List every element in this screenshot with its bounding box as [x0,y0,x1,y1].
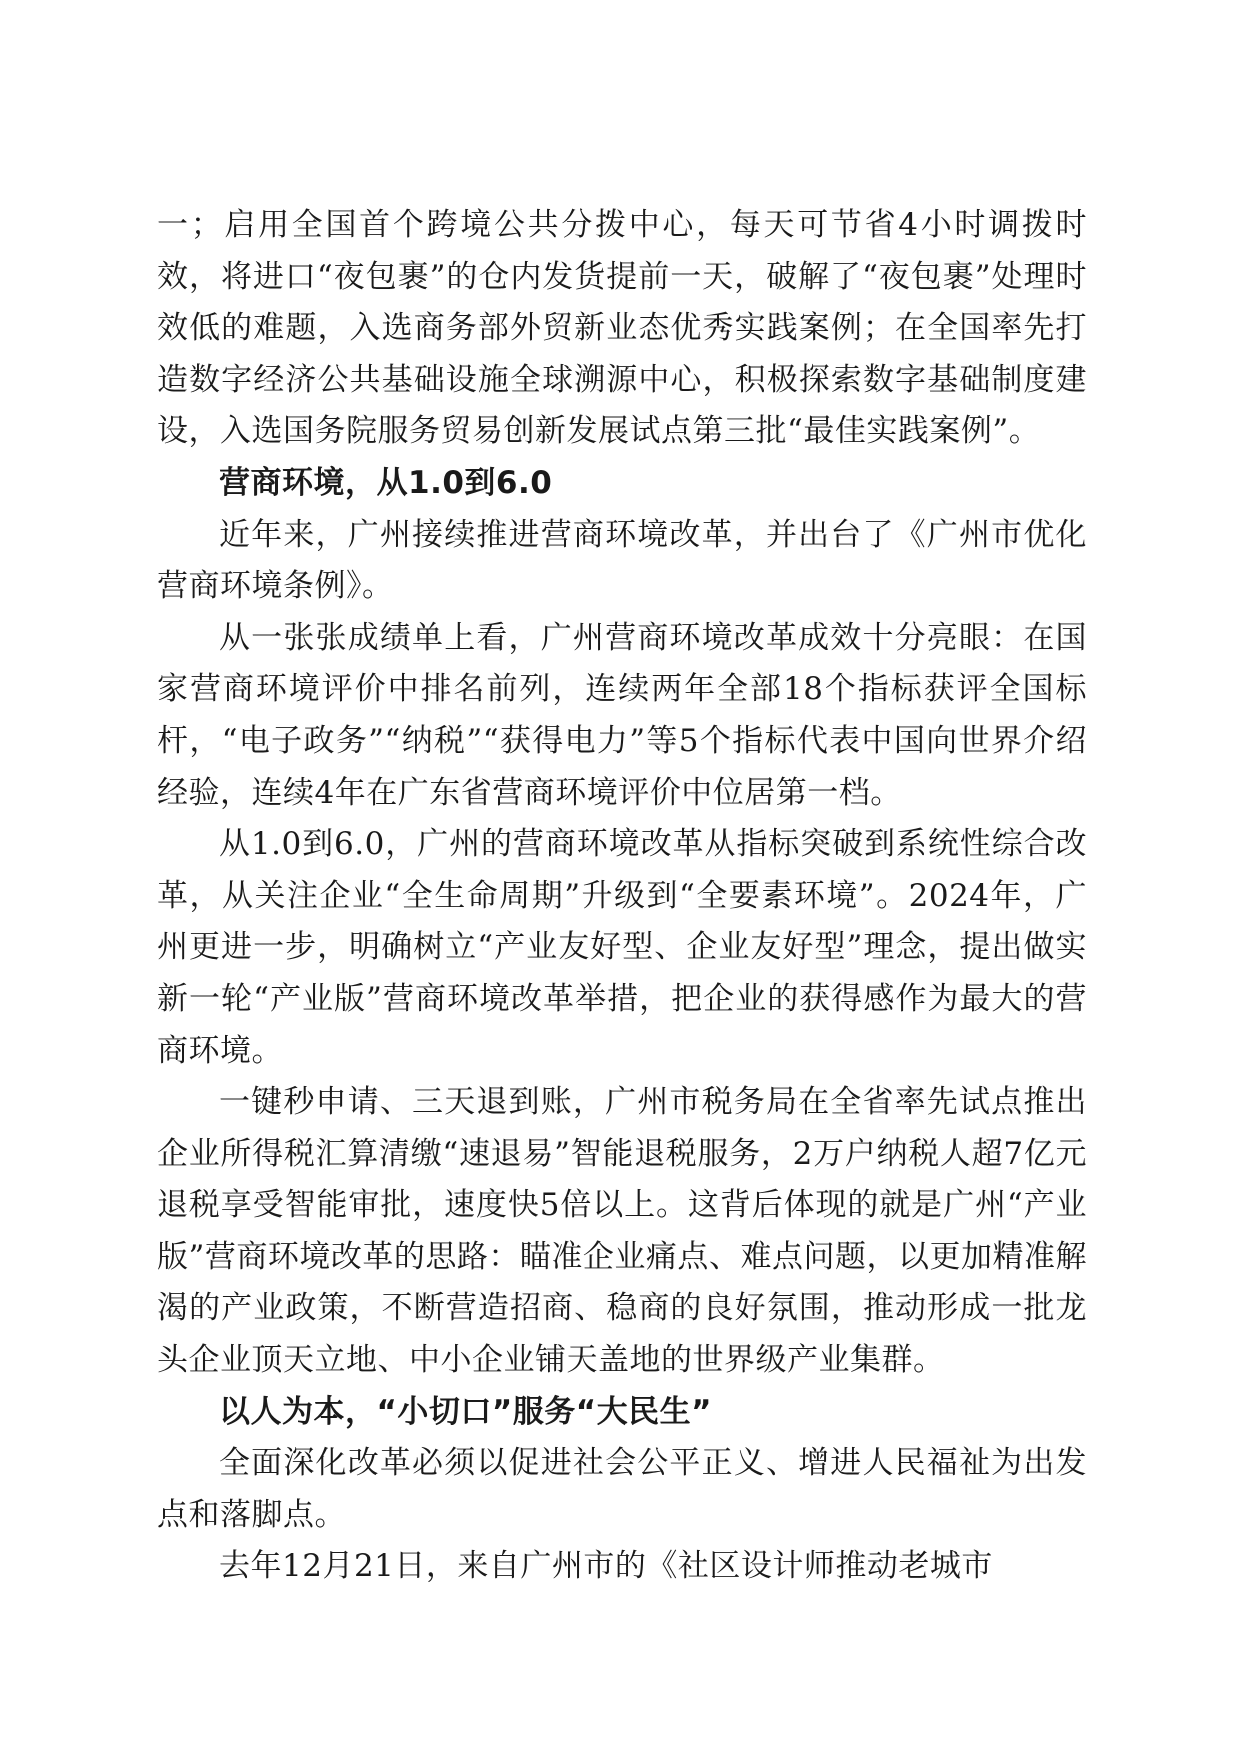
paragraph: 从1.0到6.0，广州的营商环境改革从指标突破到系统性综合改革，从关注企业“全生命周期”升级到“全要素环境”。2024年，广州更进一步，明确树立“产业友好型、企业友好型”理念，提出做实新一轮“产业版”营商环境改革举措，把企业的获得感作为最大的营商环境。 [157,826,1087,1069]
paragraph: 从一张张成绩单上看，广州营商环境改革成效十分亮眼：在国家营商环境评价中排名前列，连续两年全部18个指标获评全国标杆，“电子政务”“纳税”“获得电力”等5个指标代表中国向世界介绍经验，连续4年在广东省营商环境评价中位居第一档。 [157,619,1087,811]
section-heading-business-environment: 营商环境，从1.0到6.0 [219,464,553,501]
paragraph: 全面深化改革必须以促进社会公平正义、增进人民福祉为出发点和落脚点。 [157,1445,1087,1533]
paragraph: 一键秒申请、三天退到账，广州市税务局在全省率先试点推出企业所得税汇算清缴“速退易”智能退税服务，2万户纳税人超7亿元退税享受智能审批，速度快5倍以上。这背后体现的就是广州“产业版”营商环境改革的思路：瞄准企业痛点、难点问题，以更加精准解渴的产业政策，不断营造招商、稳商的良好氛围，推动形成一批龙头企业顶天立地、中小企业铺天盖地的世界级产业集群。 [157,1084,1087,1379]
paragraph-continuation: 一；启用全国首个跨境公共分拨中心，每天可节省4小时调拨时效，将进口“夜包裹”的仓内发货提前一天，破解了“夜包裹”处理时效低的难题，入选商务部外贸新业态优秀实践案例；在全国率先打造数字经济公共基础设施全球溯源中心，积极探索数字基础制度建设，入选国务院服务贸易创新发展试点第三批“最佳实践案例”。 [157,207,1087,450]
paragraph: 近年来，广州接续推进营商环境改革，并出台了《广州市优化营商环境条例》。 [157,516,1087,605]
paragraph: 去年12月21日，来自广州市的《社区设计师推动老城市 [219,1548,993,1585]
section-heading-people-oriented: 以人为本，“小切口”服务“大民生” [219,1393,712,1430]
article-body [157,200,1087,1593]
